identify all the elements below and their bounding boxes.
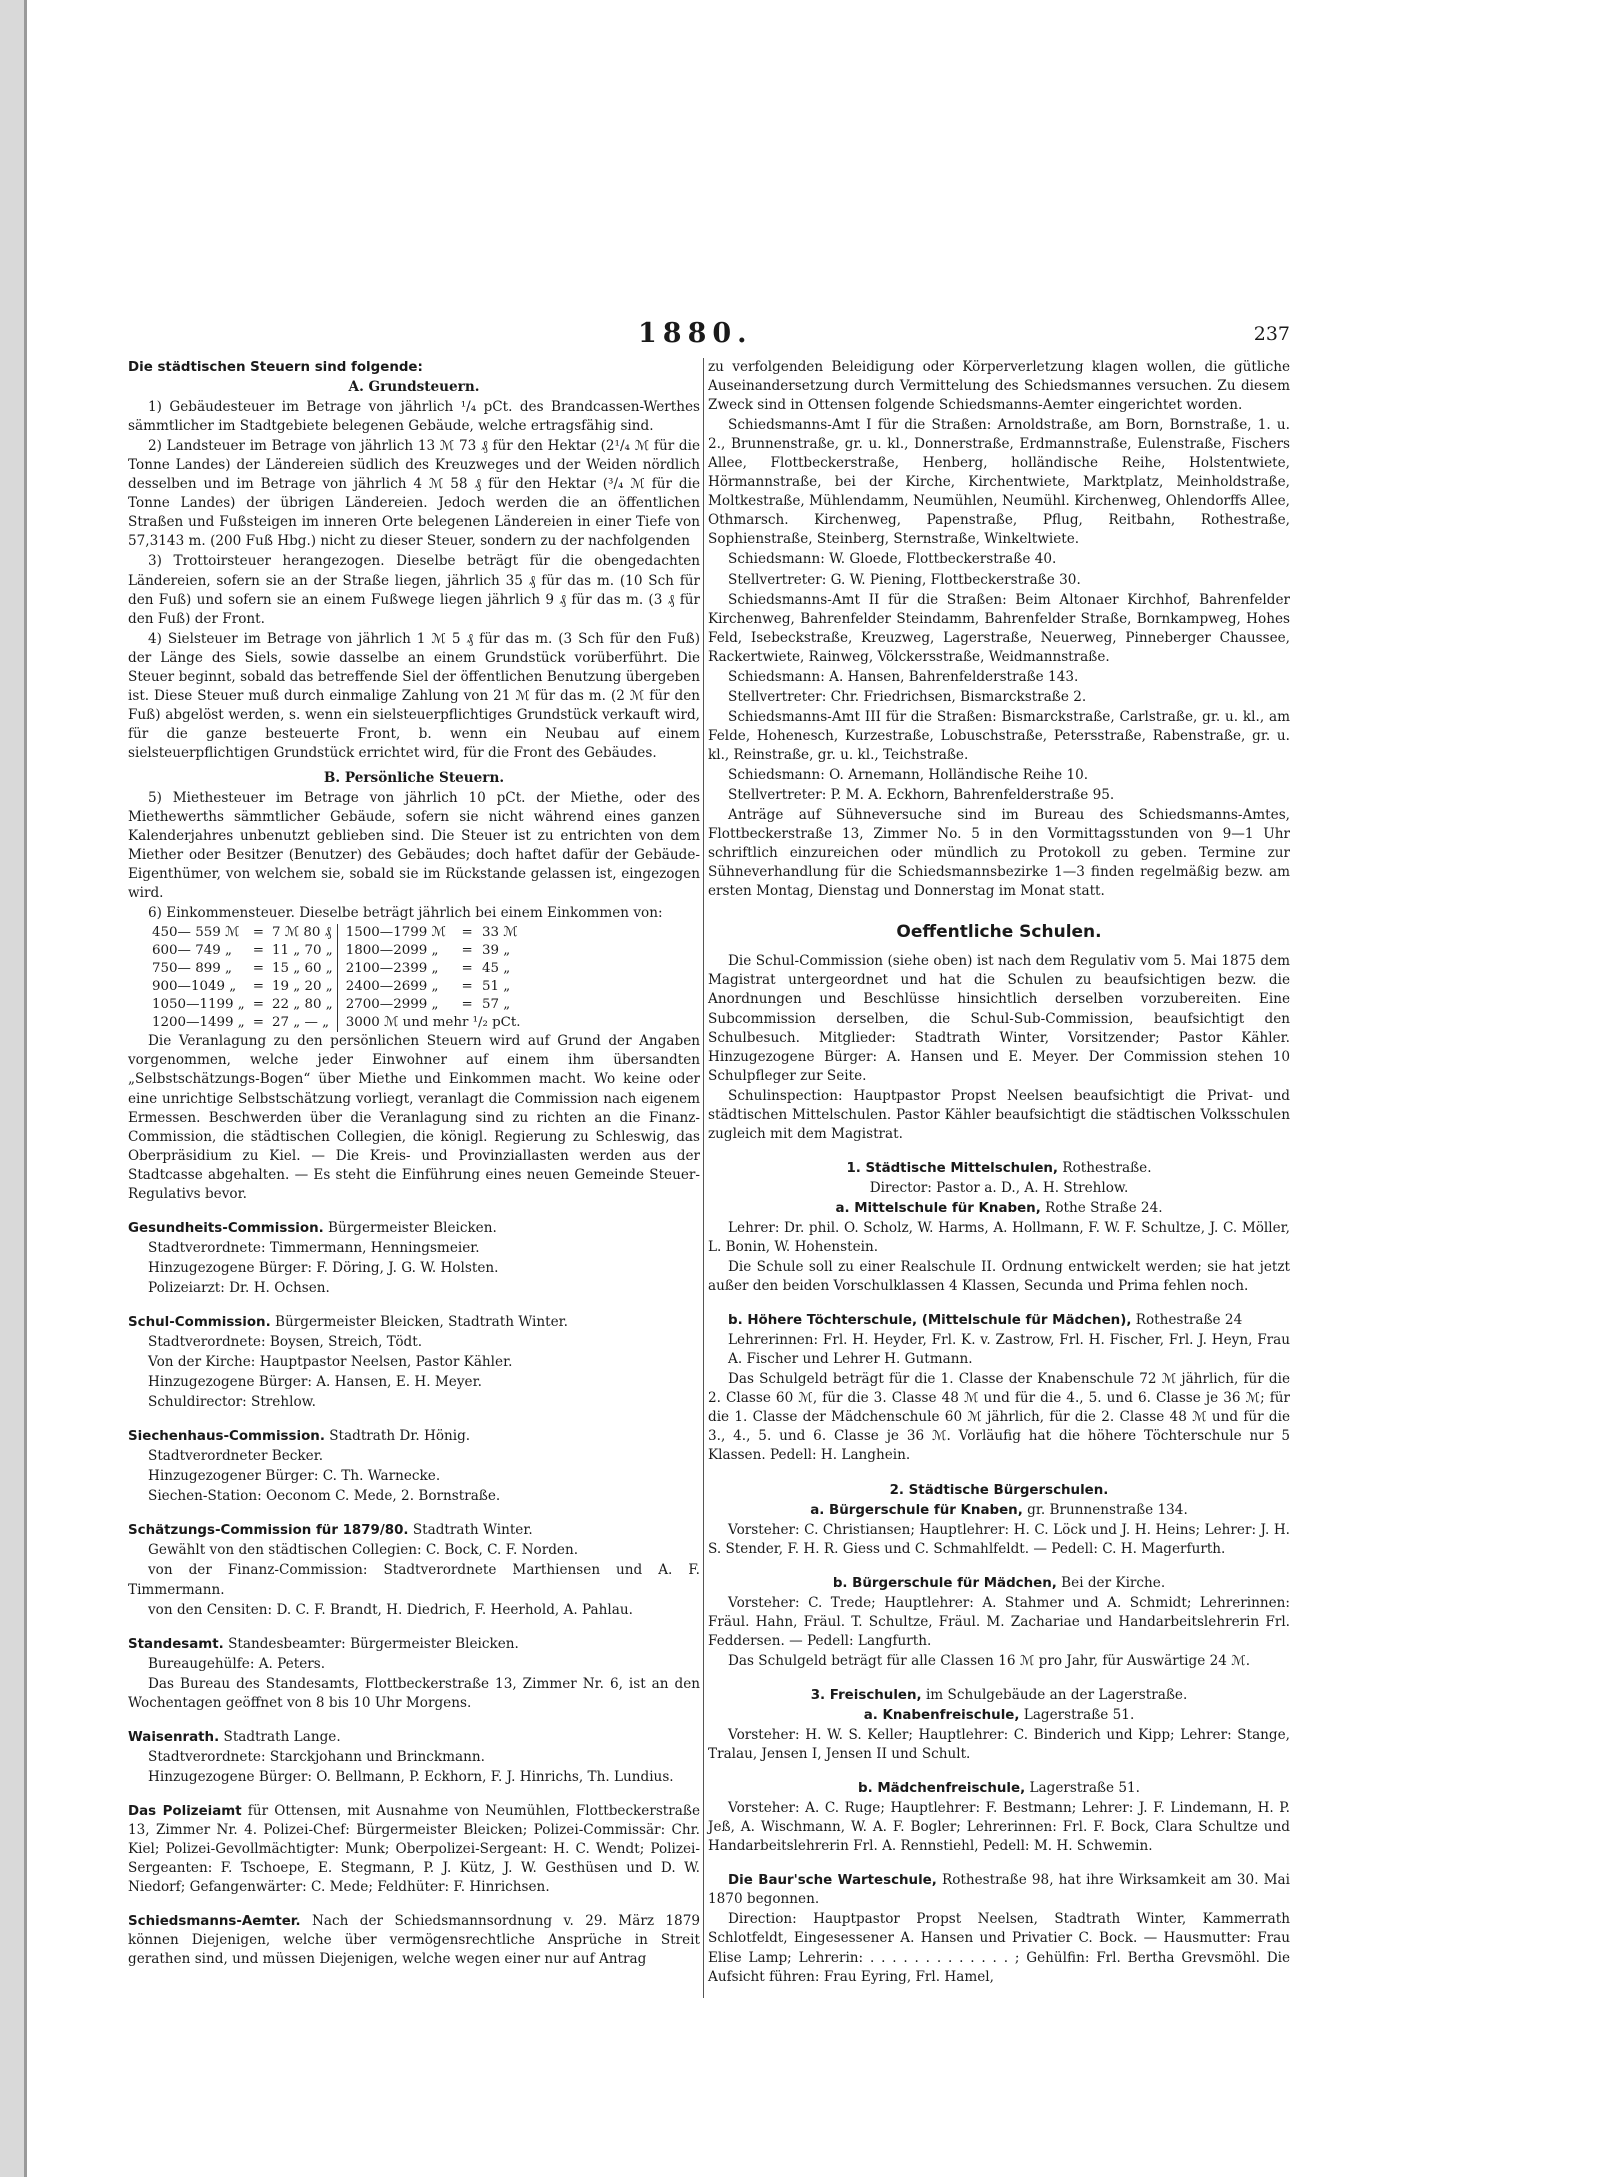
list-item: Stadtverordnete: Starckjohann und Brinckmann. xyxy=(148,1748,485,1765)
tax-paragraph-5: 5) Miethesteuer im Betrage von jährlich 10 pCt. der Miethe, oder des Miethewerths sämmtlicher Gebäude, sofern sie nicht während eines ganzen Kalenderjahres unbenutzt geblieben sind. Die Steuer ist zu entrichten von dem Miether oder Besitzer (Benutzer) des Gebäudes; doch haftet dafür der Gebäude-Eigenthümer, von welchem sie, sobald sie im Rückstande gelassen ist, eingezogen wird. xyxy=(128,790,700,902)
list-item: Bureaugehülfe: A. Peters. xyxy=(148,1655,326,1672)
knaben-note: Die Schule soll zu einer Realschule II. Ordnung entwickelt werden; sie hat jetzt außer den beiden Vorschulklassen 4 Klassen, Secunda und Prima fehlen noch. xyxy=(708,1259,1290,1295)
table-row: 750— 899 „ = 15 „ 60 „ 2100—2399 „ = 45 „ xyxy=(152,961,511,977)
toechterschule: b. Höhere Töchterschule, (Mittelschule für Mädchen), Rothestraße 24 xyxy=(728,1312,1243,1329)
page-header xyxy=(110,318,1290,358)
buergerschulen-heading: 2. Städtische Bürgerschulen. xyxy=(889,1482,1109,1498)
waisenrath: Waisenrath. Stadtrath Lange. xyxy=(128,1728,341,1745)
list-item: Hinzugezogene Bürger: F. Döring, J. G. W. Holsten. xyxy=(148,1259,499,1276)
book-spine-shadow xyxy=(24,0,27,2177)
siechenhaus-commission: Siechenhaus-Commission. Stadtrath Dr. Hönig. xyxy=(128,1428,471,1445)
polizeiamt: Das Polizeiamt für Ottensen, mit Ausnahme von Neumühlen, Flottbeckerstraße 13, Zimmer Nr. 4. Polizei-Chef: Bürgermeister Bleicken; Polizei-Commissär: Chr. Kiel; Polizei-Gevollmächtigter: Munk; Oberpolizei-Sergeant: H. C. Wendt; Polizei-Sergeanten: F. Tschoepe, E. Stegmann, P. J. Kütz, J. W. Gesthüsen und D. W. Niedorf; Gefangenwärter: C. Mede; Feldhüter: F. Hinrichsen. xyxy=(128,1802,701,1896)
schieds-amt-1-stellvertreter: Stellvertreter: G. W. Piening, Flottbeckerstraße 30. xyxy=(728,571,1081,588)
income-tax-table xyxy=(148,924,525,1032)
list-item: Das Bureau des Standesamts, Flottbeckerstraße 13, Zimmer Nr. 6, ist an den Wochentagen geöffnet von 8 bis 10 Uhr Morgens. xyxy=(128,1675,700,1711)
knabenfreischule-staff: Vorsteher: H. W. S. Keller; Hauptlehrer: C. Binderich und Kipp; Lehrer: Stange, Tralau, Jensen I, Jensen II und Schult. xyxy=(708,1727,1290,1763)
schieds-antraege: Anträge auf Sühneversuche sind im Bureau des Schiedsmanns-Amtes, Flottbeckerstraße 13, Zimmer No. 5 in den Vormittagsstunden von 9—1 Uhr schriftlich einzureichen oder mündlich zu Protokoll zu geben. Termine zur Sühneverhandlung für die Schiedsmannsbezirke 1—3 finden regelmäßig bezw. am ersten Montag, Dienstag und Donnerstag im Monat statt. xyxy=(708,807,1290,900)
right-column xyxy=(708,358,1290,1988)
page-number: 237 xyxy=(1253,323,1290,345)
tax-paragraph-6: 6) Einkommensteuer. Dieselbe beträgt jährlich bei einem Einkommen von: xyxy=(148,905,663,922)
schieds-amt-2-stellvertreter: Stellvertreter: Chr. Friedrichsen, Bismarckstraße 2. xyxy=(728,688,1087,705)
schaetzungs-commission: Schätzungs-Commission für 1879/80. Stadtrath Winter. xyxy=(128,1522,533,1539)
baursche-warteschule: Die Baur'sche Warteschule, Rothestraße 98, hat ihre Wirksamkeit am 30. Mai 1870 begonnen. xyxy=(708,1872,1290,1908)
schieds-amt-2: Schiedsmanns-Amt II für die Straßen: Beim Altonaer Kirchhof, Bahrenfelder Kirchenweg, Bahrenfelder Steindamm, Bahrenfelder Straße, Bornkampweg, Hohes Feld, Isebeckstraße, Kreuzweg, Lagerstraße, Neuerweg, Pinneberger Chaussee, Rackertwiete, Rainweg, Völckersstraße, Weidmannstraße. xyxy=(708,591,1290,665)
page-year: 1880. xyxy=(638,318,753,349)
tax-paragraph-2: 2) Landsteuer im Betrage von jährlich 13 ℳ 73 ₰ für den Hektar (2¹/₄ ℳ für die Tonne Landes) der Ländereien südlich des Kreuzweges und der Weiden nördlich desselben und im Betrage von jährlich 4 ℳ 58 ₰ für den Hektar (³/₄ ℳ für die Tonne Landes) der übrigen Ländereien. Jedoch werden die an öffentlichen Straßen und Fußsteigen im inneren Orte belegenen Ländereien in einer Tiefe von 57,3143 m. (200 Fuß Hbg.) nicht zu dieser Steuer, sondern zu der nachfolgenden xyxy=(128,438,700,550)
list-item: Stadtverordneter Becker. xyxy=(148,1448,324,1465)
schieds-amt-1: Schiedsmanns-Amt I für die Straßen: Arnoldstraße, am Born, Bornstraße, 1. u. 2., Brunnenstraße, gr. u. kl., Donnerstraße, Erdmannstraße, Eulenstraße, Fischers Allee, Flottbeckerstraße, Henberg, holländische Reihe, Holstentwiete, Hörmannstraße, bei der Kirche, Kirchentwiete, Marktplatz, Meinholdstraße, Moltkestraße, Mühlendamm, Neumühlen, Neumühl. Kirchenweg, Ohlendorffs Allee, Othmarsch. Kirchenweg, Papenstraße, Pflug, Reitbahn, Rothestraße, Sophienstraße, Steinberg, Sternstraße, Winkeltwiete. xyxy=(708,417,1290,548)
schieds-amt-1-schiedsmann: Schiedsmann: W. Gloede, Flottbeckerstraße 40. xyxy=(728,551,1057,568)
taxes-intro: Die städtischen Steuern sind folgende: xyxy=(128,360,423,375)
table-row: 450— 559 ℳ = 7 ℳ 80 ₰ 1500—1799 ℳ = 33 ℳ xyxy=(152,925,518,941)
buergerschule-maedchen-staff: Vorsteher: C. Trede; Hauptlehrer: A. Stahmer und A. Schmidt; Lehrerinnen: Fräul. Hahn, Fräul. T. Schultze, Fräul. M. Zachariae und Handarbeitslehrerin Frl. Feddersen. — Pedell: Langfurth. xyxy=(708,1594,1290,1649)
list-item: Schuldirector: Strehlow. xyxy=(148,1394,316,1411)
list-item: Stadtverordnete: Boysen, Streich, Tödt. xyxy=(148,1334,423,1351)
section-a-heading: A. Grundsteuern. xyxy=(348,379,480,396)
toechter-schulgeld: Das Schulgeld beträgt für die 1. Classe der Knabenschule 72 ℳ jährlich, für die 2. Classe 60 ℳ, für die 3. Classe 48 ℳ und für die 4., 5. und 6. Classe je 36 ℳ; für die 1. Classe der Mädchenschule 60 ℳ jährlich, für die 2. Classe 48 ℳ und für die 3., 4., 5. und 6. Classe je 36 ℳ. Vorläufig hat die höhere Töchterschule nur 5 Klassen. Pedell: H. Langhein. xyxy=(708,1371,1290,1464)
list-item: Siechen-Station: Oeconom C. Mede, 2. Bornstraße. xyxy=(148,1488,501,1505)
tax-paragraph-1: 1) Gebäudesteuer im Betrage von jährlich ¹/₄ pCt. des Brandcassen-Werthes sämmtlicher im Stadtgebiete belegenen Gebäude, welche ertragsfähig sind. xyxy=(128,399,700,435)
schieds-amt-3-schiedsmann: Schiedsmann: O. Arnemann, Holländische Reihe 10. xyxy=(728,766,1089,783)
list-item: Von der Kirche: Hauptpastor Neelsen, Pastor Kähler. xyxy=(148,1354,513,1371)
gesundheit-commission: Gesundheits-Commission. Bürgermeister Bleicken. xyxy=(128,1219,497,1236)
column-divider xyxy=(703,358,704,1998)
table-row: 900—1049 „ = 19 „ 20 „ 2400—2699 „ = 51 „ xyxy=(152,979,511,995)
list-item: Hinzugezogener Bürger: C. Th. Warnecke. xyxy=(148,1468,441,1485)
buergerschule-knaben: a. Bürgerschule für Knaben, gr. Brunnenstraße 134. xyxy=(810,1501,1188,1518)
table-row: 1050—1199 „ = 22 „ 80 „ 2700—2999 „ = 57 „ xyxy=(152,997,511,1013)
table-row: 1200—1499 „ = 27 „ — „ 3000 ℳ und mehr ¹/₂ pCt. xyxy=(148,1014,525,1032)
schieds-amt-3-stellvertreter: Stellvertreter: P. M. A. Eckhorn, Bahrenfelderstraße 95. xyxy=(728,787,1115,804)
standesamt: Standesamt. Standesbeamter: Bürgermeister Bleicken. xyxy=(128,1635,519,1652)
schieds-amt-3: Schiedsmanns-Amt III für die Straßen: Bismarckstraße, Carlstraße, gr. u. kl., am Felde, Hohenesch, Kurzestraße, Lobuschstraße, Petersstraße, Rabenstraße, gr. u. kl., Reinstraße, gr. u. kl., Teichstraße. xyxy=(708,708,1290,763)
schiedsmanns-aemter: Schiedsmanns-Aemter. Nach der Schiedsmannsordnung v. 29. März 1879 können Diejenigen, welche über vermögensrechtliche Ansprüche in Streit gerathen sind, und müssen Diejenigen, welche wegen einer nur auf Antrag xyxy=(128,1913,700,1968)
page xyxy=(110,318,1290,1985)
tax-paragraph-3: 3) Trottoirsteuer herangezogen. Dieselbe beträgt für die obengedachten Ländereien, sofern sie an der Straße liegen, jährlich 35 ₰ für das m. (10 Sch für den Fuß) und sofern sie an einem Fußwege liegen jährlich 9 ₰ für das m. (3 ₰ für den Fuß) der Front. xyxy=(128,553,700,627)
baursche-direction: Direction: Hauptpastor Propst Neelsen, Stadtrath Winter, Kammerrath Schlotfeldt, Eingesessener A. Hansen und Privatier C. Bock. — Hausmutter: Frau Elise Lamp; Lehrerin: . . . . . . . . . . . . . ; Gehülfin: Frl. Bertha Grevsmöhl. Die Aufsicht führen: Frau Eyring, Frl. Hamel, xyxy=(708,1911,1290,1985)
list-item: Stadtverordnete: Timmermann, Henningsmeier. xyxy=(148,1239,480,1256)
mittelschulen-heading: 1. Städtische Mittelschulen, Rothestraße. xyxy=(846,1159,1152,1176)
toechter-lehrerinnen: Lehrerinnen: Frl. H. Heyder, Frl. K. v. Zastrow, Frl. H. Fischer, Frl. J. Heyn, Frau A. Fischer und Lehrer H. Gutmann. xyxy=(728,1332,1290,1368)
list-item: Hinzugezogene Bürger: A. Hansen, E. H. Meyer. xyxy=(148,1374,482,1391)
maedchenfreischule-staff: Vorsteher: A. C. Ruge; Hauptlehrer: F. Bestmann; Lehrer: J. F. Lindemann, H. P. Jeß, A. Wischmann, W. A. F. Bogler; Lehrerinnen: Frl. F. Bock, Clara Schultze und Handarbeitslehrerin Frl. A. Rennstiehl, Pedell: M. H. Schwemin. xyxy=(708,1800,1290,1855)
freischulen-heading: 3. Freischulen, im Schulgebäude an der Lagerstraße. xyxy=(810,1686,1188,1703)
section-b-heading: B. Persönliche Steuern. xyxy=(323,769,505,786)
book-spine-edge xyxy=(0,0,26,2177)
list-item: Polizeiarzt: Dr. H. Ochsen. xyxy=(148,1279,330,1296)
buergerschule-maedchen: b. Bürgerschule für Mädchen, Bei der Kirche. xyxy=(832,1574,1166,1591)
list-item: Gewählt von den städtischen Collegien: C. Bock, C. F. Norden. xyxy=(148,1542,579,1559)
knaben-mittelschule: a. Mittelschule für Knaben, Rothe Straße 24. xyxy=(835,1199,1163,1216)
knabenfreischule: a. Knabenfreischule, Lagerstraße 51. xyxy=(863,1707,1135,1723)
tax-paragraph-7: Die Veranlagung zu den persönlichen Steuern wird auf Grund der Angaben vorgenommen, welche jeder Einwohner auf einem ihm übersandten „Selbstschätzungs-Bogen“ über Miethe und Einkommen macht. Wo keine oder eine unrichtige Selbstschätzung vorliegt, veranlagt die Commission nach eigenem Ermessen. Beschwerden über die Veranlagung sind zu richten an die Finanz-Commission, die städtischen Collegien, die königl. Regierung zu Schleswig, das Oberpräsidium zu Kiel. — Die Kreis- und Provinziallasten werden aus der Stadtcasse abgehalten. — Es steht die Einführung eines neuen Gemeinde Steuer-Regulativs bevor. xyxy=(128,1033,700,1202)
schieds-amt-2-schiedsmann: Schiedsmann: A. Hansen, Bahrenfelderstraße 143. xyxy=(728,668,1079,685)
maedchenfreischule: b. Mädchenfreischule, Lagerstraße 51. xyxy=(857,1780,1140,1797)
buergerschule-schulgeld: Das Schulgeld beträgt für alle Classen 16 ℳ pro Jahr, für Auswärtige 24 ℳ. xyxy=(728,1652,1251,1669)
left-column xyxy=(128,358,700,1970)
schieds-continuation: zu verfolgenden Beleidigung oder Körperverletzung klagen wollen, die gütliche Auseinandersetzung durch Vermittelung des Schiedsmannes versuchen. Zu diesem Zweck sind in Ottensen folgende Schiedsmanns-Aemter eingerichtet worden. xyxy=(708,359,1290,414)
schools-paragraph-1: Die Schul-Commission (siehe oben) ist nach dem Regulativ vom 5. Mai 1875 dem Magistrat untergeordnet und hat die Schulen zu beaufsichtigen bezw. die Anordnungen und Beschlüsse hinsichtlich derselben vorzubereiten. Eine Subcommission derselben, die Schul-Sub-Commission, beaufsichtigt den Schulbesuch. Mitglieder: Stadtrath Winter, Vorsitzender; Pastor Kähler. Hinzugezogene Bürger: A. Hansen und E. Meyer. Der Commission stehen 10 Schulpfleger zur Seite. xyxy=(708,953,1290,1084)
list-item: von der Finanz-Commission: Stadtverordnete Marthiensen und A. F. Timmermann. xyxy=(128,1562,700,1598)
schools-paragraph-2: Schulinspection: Hauptpastor Propst Neelsen beaufsichtigt die Privat- und städtischen Mittelschulen. Pastor Kähler beaufsichtigt die städtischen Volksschulen zugleich mit dem Magistrat. xyxy=(708,1087,1290,1142)
table-row: 600— 749 „ = 11 „ 70 „ 1800—2099 „ = 39 „ xyxy=(152,943,511,959)
list-item: von den Censiten: D. C. F. Brandt, H. Diedrich, F. Heerhold, A. Pahlau. xyxy=(148,1601,633,1618)
knaben-lehrer: Lehrer: Dr. phil. O. Scholz, W. Harms, A. Hollmann, F. W. F. Schultze, J. C. Möller, L. Bonin, W. Hohenstein. xyxy=(708,1219,1290,1256)
schul-commission: Schul-Commission. Bürgermeister Bleicken, Stadtrath Winter. xyxy=(128,1313,568,1330)
buergerschule-knaben-staff: Vorsteher: C. Christiansen; Hauptlehrer: H. C. Löck und J. H. Heins; Lehrer: J. H. S. Stender, F. H. R. Giess und C. Schmahlfeldt. — Pedell: C. H. Magerfurth. xyxy=(708,1521,1290,1557)
list-item: Hinzugezogene Bürger: O. Bellmann, P. Eckhorn, F. J. Hinrichs, Th. Lundius. xyxy=(148,1768,674,1785)
mittelschulen-director: Director: Pastor a. D., A. H. Strehlow. xyxy=(869,1179,1129,1196)
schools-heading: Oeffentliche Schulen. xyxy=(896,922,1102,943)
tax-paragraph-4: 4) Sielsteuer im Betrage von jährlich 1 ℳ 5 ₰ für das m. (3 Sch für den Fuß) der Länge des Siels, sowie dasselbe an einem Grundstück vorüberführt. Die Steuer beginnt, sobald das betreffende Siel der öffentlichen Benutzung übergeben ist. Diese Steuer muß durch einmalige Zahlung von 21 ℳ für das m. (2 ℳ für den Fuß) abgelöst werden, s. wenn ein sielsteuerpflichtiges Grundstück verkauft wird, für die ganze besteuerte Front, b. wenn ein Neubau auf einem sielsteuerpflichtigen Grundstück errichtet wird, für die Front des Gebäudes. xyxy=(128,630,700,761)
